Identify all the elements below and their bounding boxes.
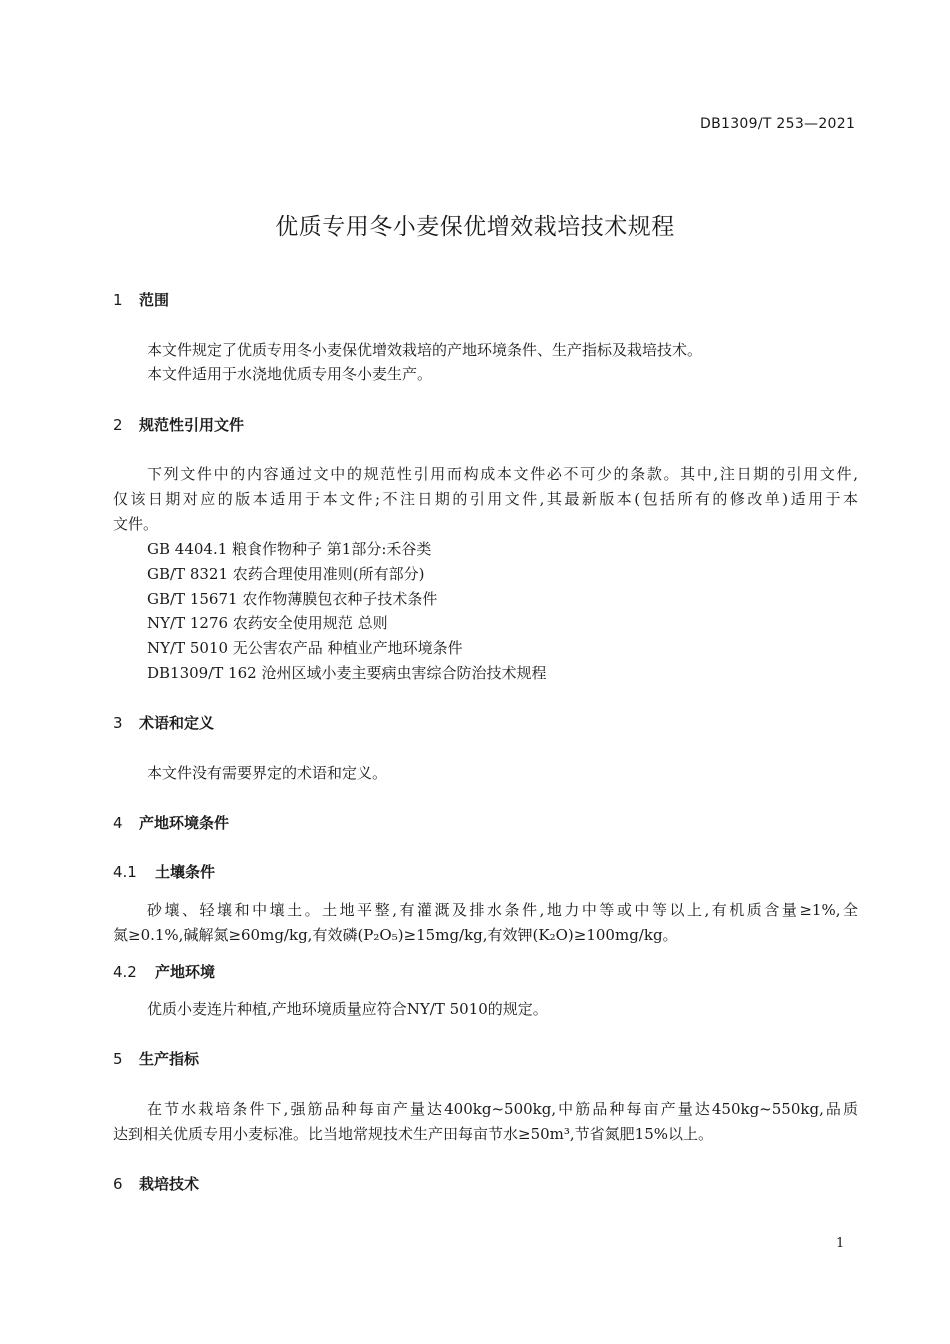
- section-1-heading: [113, 289, 169, 310]
- page-number: 1: [836, 1236, 845, 1251]
- reference-item: GB/T 15671 农作物薄膜包衣种子技术条件: [147, 590, 438, 608]
- paragraph: 本文件适用于水浇地优质专用冬小麦生产。: [147, 365, 433, 383]
- section-title: 范围: [139, 291, 170, 309]
- section-title: 生产指标: [139, 1050, 200, 1068]
- section-2-heading: [113, 414, 244, 435]
- reference-item: NY/T 1276 农药安全使用规范 总则: [147, 614, 388, 632]
- paragraph-line: 仅该日期对应的版本适用于本文件;不注日期的引用文件,其最新版本(包括所有的修改单)适用于本: [113, 490, 858, 508]
- paragraph: 本文件没有需要界定的术语和定义。: [147, 764, 388, 782]
- paragraph-line: 文件。: [113, 515, 159, 533]
- reference-item: DB1309/T 162 沧州区域小麦主要病虫害综合防治技术规程: [147, 664, 547, 682]
- section-title: 规范性引用文件: [139, 416, 245, 434]
- section-number: 1: [113, 291, 123, 309]
- paragraph-line: 氮≥0.1%,碱解氮≥60mg/kg,有效磷(P₂O₅)≥15mg/kg,有效钾(K₂O)≥100mg/kg。: [113, 926, 678, 944]
- paragraph: 本文件规定了优质专用冬小麦保优增效栽培的产地环境条件、生产指标及栽培技术。: [147, 341, 703, 359]
- section-number: 2: [113, 416, 123, 434]
- section-number: 6: [113, 1175, 123, 1193]
- paragraph: 优质小麦连片种植,产地环境质量应符合NY/T 5010的规定。: [147, 1000, 548, 1018]
- document-title: 优质专用冬小麦保优增效栽培技术规程: [275, 214, 675, 240]
- reference-item: GB/T 8321 农药合理使用准则(所有部分): [147, 565, 425, 583]
- section-5-heading: [113, 1048, 199, 1069]
- section-number: 4: [113, 814, 123, 832]
- section-3-heading: [113, 712, 214, 733]
- reference-item: GB 4404.1 粮食作物种子 第1部分:禾谷类: [147, 540, 432, 558]
- paragraph-line: 达到相关优质专用小麦标准。比当地常规技术生产田每亩节水≥50m³,节省氮肥15%以上。: [113, 1125, 714, 1143]
- paragraph-line: 砂壤、轻壤和中壤土。土地平整,有灌溉及排水条件,地力中等或中等以上,有机质含量≥1%,全: [147, 901, 858, 919]
- subsection-4-2-heading: [113, 961, 215, 982]
- paragraph-line: 在节水栽培条件下,强筋品种每亩产量达400kg~500kg,中筋品种每亩产量达450kg~550kg,品质: [147, 1100, 858, 1118]
- subsection-title: 产地环境: [155, 963, 216, 981]
- subsection-number: 4.2: [113, 963, 137, 981]
- paragraph-line: 下列文件中的内容通过文中的规范性引用而构成本文件必不可少的条款。其中,注日期的引用文件,: [147, 465, 858, 483]
- reference-item: NY/T 5010 无公害农产品 种植业产地环境条件: [147, 639, 463, 657]
- subsection-title: 土壤条件: [155, 863, 216, 881]
- section-number: 5: [113, 1050, 123, 1068]
- section-6-heading: [113, 1173, 199, 1194]
- section-4-heading: [113, 812, 229, 833]
- subsection-4-1-heading: [113, 861, 215, 882]
- section-title: 术语和定义: [139, 714, 215, 732]
- section-title: 产地环境条件: [139, 814, 230, 832]
- subsection-number: 4.1: [113, 863, 137, 881]
- section-title: 栽培技术: [139, 1175, 200, 1193]
- standard-number: DB1309/T 253—2021: [700, 116, 856, 132]
- section-number: 3: [113, 714, 123, 732]
